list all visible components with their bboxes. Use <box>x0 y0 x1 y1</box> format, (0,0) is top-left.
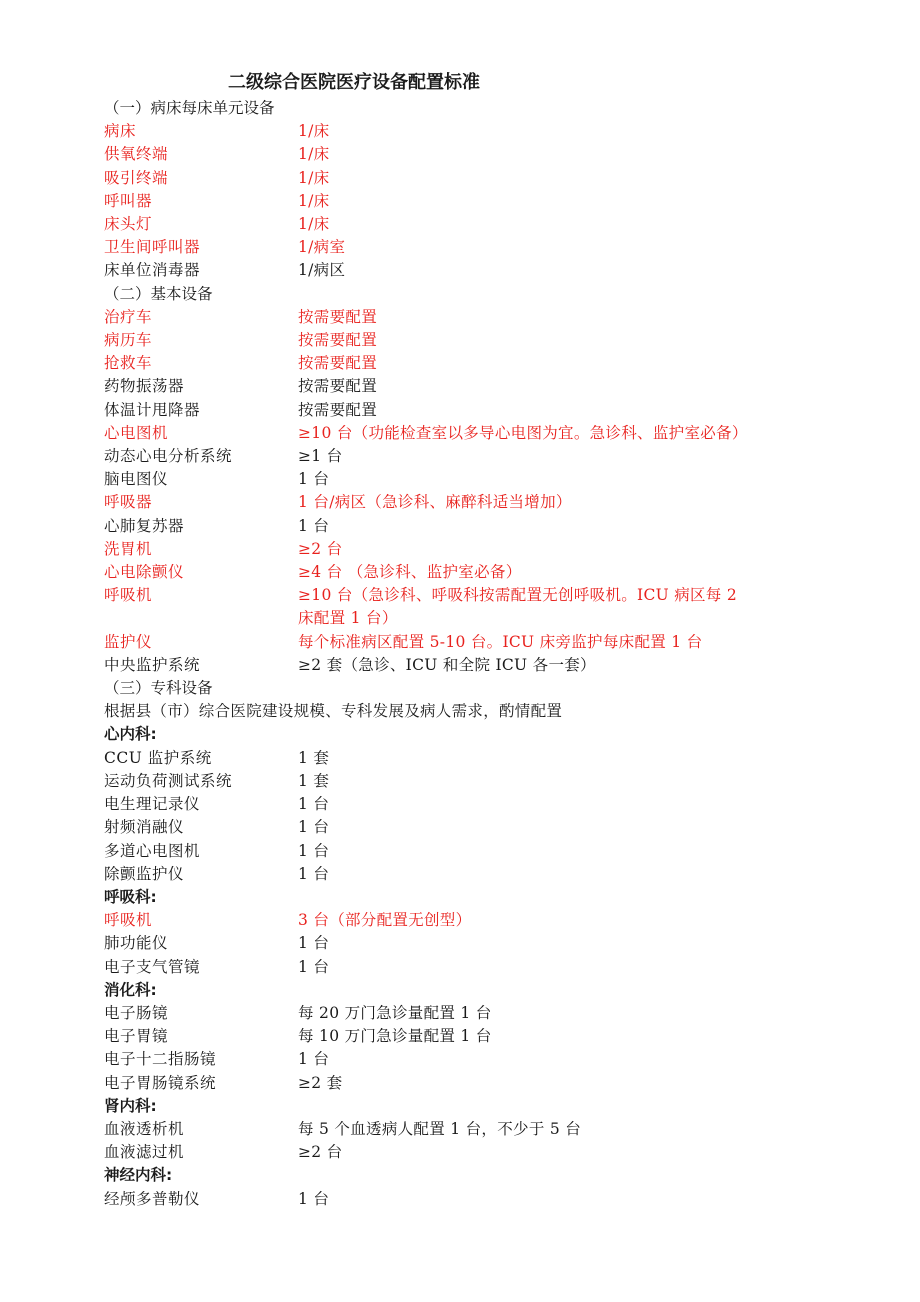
equipment-name: 呼吸机 <box>104 586 153 605</box>
equipment-name: 电子胃镜 <box>104 1027 169 1046</box>
equipment-name: 药物振荡器 <box>104 377 185 396</box>
equipment-row <box>104 445 804 468</box>
equipment-spec: 每 10 万门急诊量配置 1 台 <box>298 1027 492 1046</box>
equipment-name: 监护仪 <box>104 632 153 651</box>
equipment-name: 电子胃肠镜系统 <box>104 1073 217 1092</box>
equipment-row <box>104 538 804 561</box>
equipment-name: 血液滤过机 <box>104 1143 185 1162</box>
equipment-row <box>104 863 804 886</box>
equipment-row <box>104 1048 804 1071</box>
equipment-row <box>104 259 804 282</box>
equipment-name: 脑电图仪 <box>104 470 169 489</box>
equipment-row <box>104 747 804 770</box>
equipment-name: 吸引终端 <box>104 168 169 187</box>
equipment-row <box>104 468 804 491</box>
equipment-row <box>104 399 804 422</box>
equipment-spec: 按需要配置 <box>298 307 378 326</box>
equipment-name: 血液透析机 <box>104 1119 185 1138</box>
equipment-name: 洗胃机 <box>104 539 153 558</box>
equipment-row <box>104 1141 804 1164</box>
equipment-spec: 每 20 万门急诊量配置 1 台 <box>298 1003 492 1022</box>
department-heading: 呼吸科: <box>104 887 157 906</box>
equipment-name: CCU 监护系统 <box>104 748 212 767</box>
equipment-spec: 1 台 <box>298 470 330 489</box>
equipment-row <box>104 909 804 932</box>
equipment-name: 呼吸机 <box>104 911 153 930</box>
equipment-row <box>104 1072 804 1095</box>
equipment-spec: ≥10 台（功能检查室以多导心电图为宜。急诊科、监护室必备） <box>298 423 748 442</box>
equipment-name: 电子肠镜 <box>104 1003 169 1022</box>
equipment-row <box>104 422 804 445</box>
equipment-spec: ≥2 套（急诊、ICU 和全院 ICU 各一套） <box>298 655 596 674</box>
equipment-spec: 1 台 <box>298 818 330 837</box>
equipment-name: 多道心电图机 <box>104 841 201 860</box>
equipment-row <box>104 213 804 236</box>
equipment-spec: 3 台（部分配置无创型） <box>298 911 472 930</box>
equipment-row <box>104 584 804 630</box>
equipment-spec: 1 套 <box>298 748 330 767</box>
equipment-row <box>104 816 804 839</box>
equipment-name: 经颅多普勒仪 <box>104 1189 201 1208</box>
equipment-name: 心肺复苏器 <box>104 516 185 535</box>
equipment-name: 电子十二指肠镜 <box>104 1050 217 1069</box>
equipment-spec: 每 5 个血透病人配置 1 台，不少于 5 台 <box>298 1119 582 1138</box>
equipment-name: 运动负荷测试系统 <box>104 771 233 790</box>
equipment-row <box>104 375 804 398</box>
document-title: 二级综合医院医疗设备配置标准 <box>228 72 480 93</box>
department-heading: 消化科: <box>104 980 157 999</box>
equipment-spec: 按需要配置 <box>298 331 378 350</box>
equipment-name: 呼叫器 <box>104 191 153 210</box>
equipment-spec: 1/床 <box>298 168 330 187</box>
equipment-row <box>104 1118 804 1141</box>
equipment-spec: 1 台 <box>298 516 330 535</box>
equipment-row <box>104 932 804 955</box>
equipment-spec: 按需要配置 <box>298 354 378 373</box>
equipment-row <box>104 1002 804 1025</box>
equipment-name: 电子支气管镜 <box>104 957 201 976</box>
equipment-spec: 1/病室 <box>298 238 346 257</box>
equipment-spec: ≥1 台 <box>298 447 343 466</box>
equipment-row <box>104 236 804 259</box>
equipment-name: 除颤监护仪 <box>104 864 185 883</box>
equipment-name: 床单位消毒器 <box>104 261 201 280</box>
equipment-row <box>104 561 804 584</box>
equipment-name: 供氧终端 <box>104 145 169 164</box>
equipment-list <box>104 97 804 1211</box>
equipment-spec: 1/床 <box>298 122 330 141</box>
equipment-row <box>104 120 804 143</box>
equipment-spec: 1 套 <box>298 771 330 790</box>
equipment-name: 中央监护系统 <box>104 655 201 674</box>
department-heading: 肾内科: <box>104 1096 157 1115</box>
equipment-name: 体温计甩降器 <box>104 400 201 419</box>
equipment-spec: ≥2 套 <box>298 1073 343 1092</box>
equipment-row <box>104 329 804 352</box>
equipment-row <box>104 840 804 863</box>
equipment-spec: 1/病区 <box>298 261 346 280</box>
equipment-row <box>104 190 804 213</box>
equipment-row <box>104 1025 804 1048</box>
equipment-spec: 1 台 <box>298 957 330 976</box>
equipment-spec: ≥2 台 <box>298 1143 343 1162</box>
equipment-row <box>104 352 804 375</box>
equipment-spec: 按需要配置 <box>298 377 378 396</box>
equipment-name: 病床 <box>104 122 137 141</box>
equipment-name: 动态心电分析系统 <box>104 447 233 466</box>
department-heading: 心内科: <box>104 725 157 744</box>
equipment-name: 射频消融仪 <box>104 818 185 837</box>
equipment-name: 抢救车 <box>104 354 153 373</box>
equipment-spec: 1/床 <box>298 191 330 210</box>
equipment-spec: 1 台 <box>298 934 330 953</box>
equipment-spec: 1 台 <box>298 1189 330 1208</box>
equipment-spec: 每个标准病区配置 5-10 台。ICU 床旁监护每床配置 1 台 <box>298 632 703 651</box>
equipment-spec: 1 台/病区（急诊科、麻醉科适当增加） <box>298 493 572 512</box>
equipment-spec: ≥10 台（急诊科、呼吸科按需配置无创呼吸机。ICU 病区每 2 床配置 1 台） <box>298 586 737 628</box>
equipment-name: 卫生间呼叫器 <box>104 238 201 257</box>
equipment-name: 肺功能仪 <box>104 934 169 953</box>
equipment-row <box>104 143 804 166</box>
equipment-row <box>104 631 804 654</box>
equipment-row <box>104 491 804 514</box>
equipment-row <box>104 515 804 538</box>
equipment-spec: 按需要配置 <box>298 400 378 419</box>
equipment-name: 治疗车 <box>104 307 153 326</box>
equipment-row <box>104 306 804 329</box>
equipment-row <box>104 167 804 190</box>
equipment-spec: 1 台 <box>298 841 330 860</box>
equipment-spec: ≥4 台 （急诊科、监护室必备） <box>298 563 522 582</box>
equipment-spec: 1 台 <box>298 795 330 814</box>
equipment-row <box>104 956 804 979</box>
department-heading: 神经内科: <box>104 1166 173 1185</box>
equipment-spec: 1/床 <box>298 215 330 234</box>
equipment-spec: ≥2 台 <box>298 539 343 558</box>
equipment-spec: 1 台 <box>298 1050 330 1069</box>
section-heading: （一）病床每床单元设备 <box>104 99 275 117</box>
equipment-row <box>104 1188 804 1211</box>
section-heading: （二）基本设备 <box>104 284 213 303</box>
equipment-name: 电生理记录仪 <box>104 795 201 814</box>
section-paragraph: 根据县（市）综合医院建设规模、专科发展及病人需求，酌情配置 <box>104 702 563 721</box>
equipment-row <box>104 654 804 677</box>
section-heading: （三）专科设备 <box>104 679 213 698</box>
equipment-spec: 1 台 <box>298 864 330 883</box>
equipment-row <box>104 770 804 793</box>
equipment-name: 心电图机 <box>104 423 169 442</box>
equipment-name: 床头灯 <box>104 215 153 234</box>
equipment-name: 呼吸器 <box>104 493 153 512</box>
equipment-name: 病历车 <box>104 331 153 350</box>
equipment-spec: 1/床 <box>298 145 330 164</box>
equipment-row <box>104 793 804 816</box>
equipment-name: 心电除颤仪 <box>104 563 185 582</box>
